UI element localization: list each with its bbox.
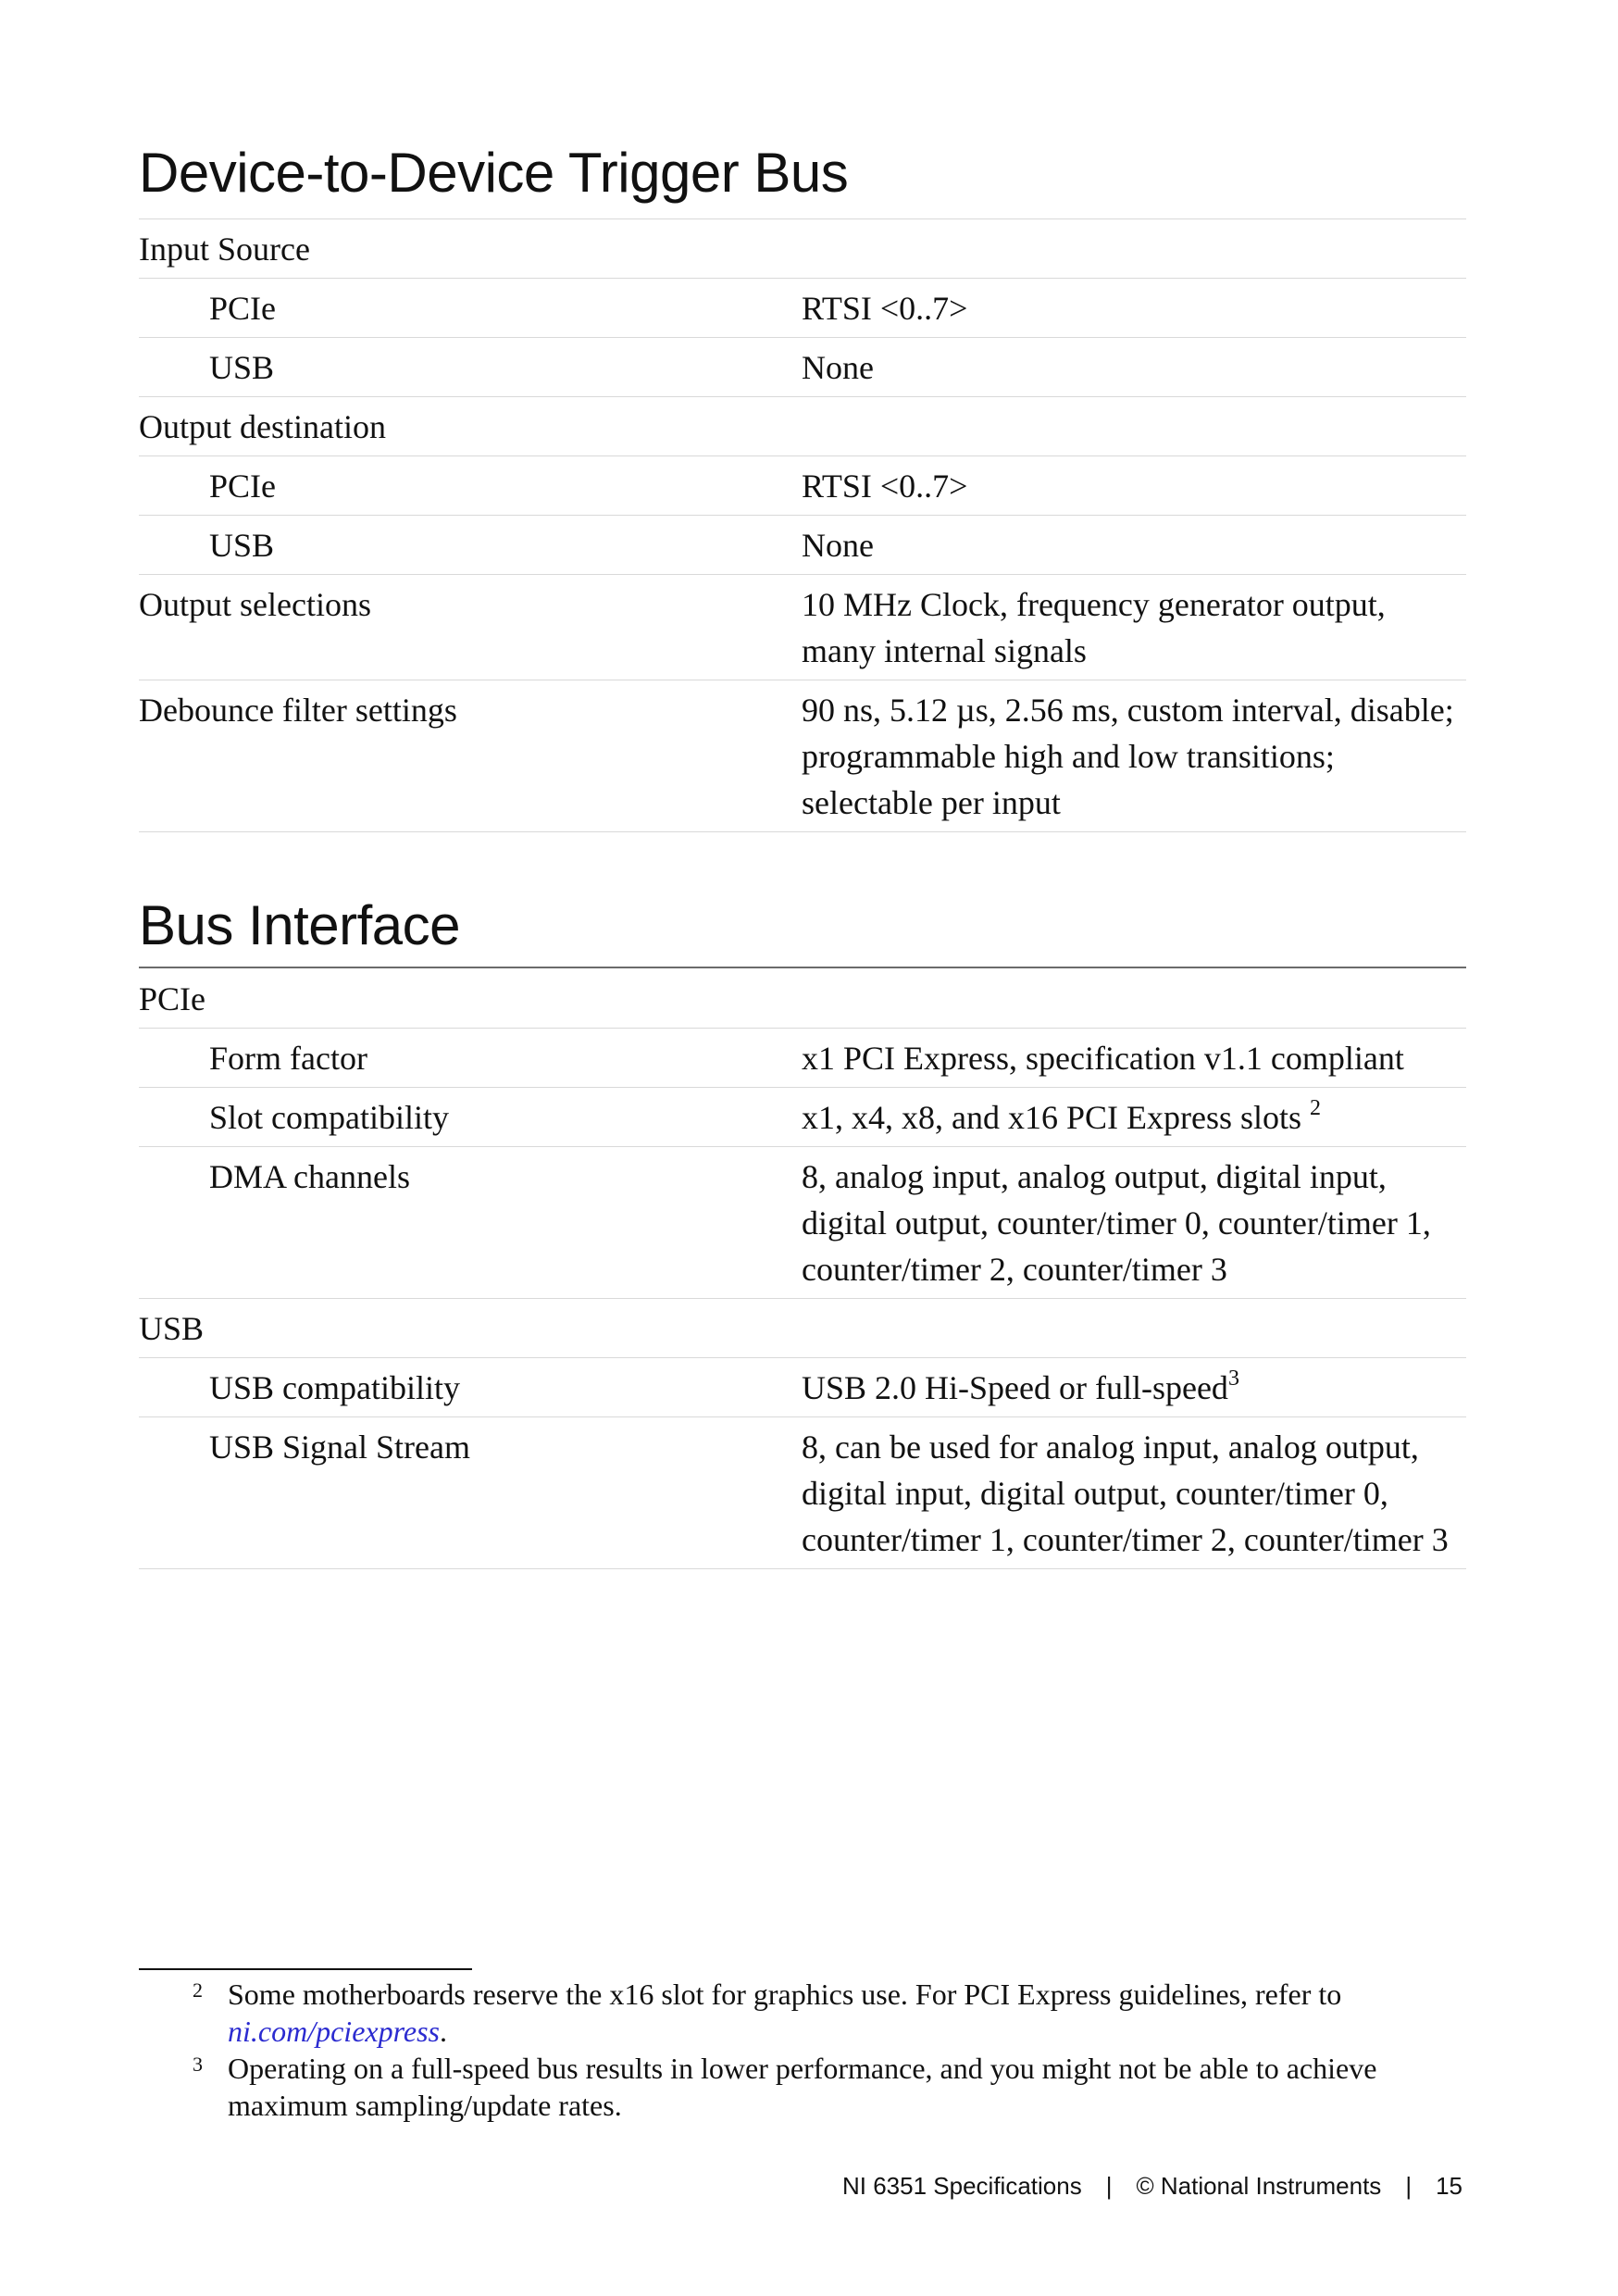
footnote-number: 2	[193, 1978, 203, 2002]
spec-value	[802, 338, 1466, 397]
footnote-text: Operating on a full-speed bus results in lower performance, and you might not be able to achieve maximum sampling/update rates.	[228, 2052, 1377, 2122]
spec-row	[139, 456, 1466, 516]
spec-label: PCIe	[139, 456, 802, 516]
spec-value	[802, 456, 1466, 516]
spec-value	[802, 969, 1466, 1029]
spec-value-text: 8, can be used for analog input, analog output, digital input, digital output, counter/timer 0, counter/timer 1, counter/timer 2, counter/timer 3	[802, 1429, 1449, 1558]
spec-value-text: RTSI <0..7>	[802, 290, 968, 327]
spec-value-text: 8, analog input, analog output, digital input, digital output, counter/timer 0, counter/timer 1, counter/timer 2, counter/timer 3	[802, 1158, 1431, 1288]
spec-value	[802, 219, 1466, 279]
spec-label: Output destination	[139, 397, 802, 456]
spec-label: Input Source	[139, 219, 802, 279]
footer-separator: |	[1105, 2172, 1113, 2200]
spec-value-text: RTSI <0..7>	[802, 468, 968, 505]
spec-value-text: None	[802, 349, 874, 386]
footnote-reference[interactable]: 3	[1227, 1366, 1239, 1391]
page-footer	[842, 2172, 1462, 2201]
footnote-text: Some motherboards reserve the x16 slot for graphics use. For PCI Express guidelines, refer to	[228, 1978, 1342, 2011]
spec-row	[139, 338, 1466, 397]
page-number: 15	[1436, 2172, 1462, 2200]
spec-row	[139, 1088, 1466, 1147]
spec-value-text: 90 ns, 5.12 µs, 2.56 ms, custom interval, disable; programmable high and low transitions; selectable per input	[802, 692, 1454, 821]
spec-row	[139, 219, 1466, 279]
spec-label: DMA channels	[139, 1147, 802, 1299]
section-divider	[139, 967, 1466, 968]
spec-value	[802, 1299, 1466, 1358]
spec-value-text: x1 PCI Express, specification v1.1 compliant	[802, 1040, 1404, 1077]
spec-value	[802, 1147, 1466, 1299]
spec-value	[802, 1358, 1466, 1417]
footer-document-title: NI 6351 Specifications	[842, 2172, 1082, 2200]
spec-value	[802, 1417, 1466, 1569]
section-title-trigger-bus: Device-to-Device Trigger Bus	[139, 142, 849, 204]
spec-table-trigger-bus	[139, 219, 1466, 832]
spec-row	[139, 1147, 1466, 1299]
spec-table-bus-interface	[139, 969, 1466, 1569]
spec-label: Debounce filter settings	[139, 680, 802, 832]
spec-row	[139, 1299, 1466, 1358]
spec-label: Output selections	[139, 575, 802, 680]
spec-value	[802, 680, 1466, 832]
spec-label: Slot compatibility	[139, 1088, 802, 1147]
spec-label: USB Signal Stream	[139, 1417, 802, 1569]
spec-value	[802, 1029, 1466, 1088]
footnote-divider	[139, 1968, 472, 1970]
spec-row	[139, 1029, 1466, 1088]
spec-value-text: 10 MHz Clock, frequency generator output, many internal signals	[802, 586, 1386, 669]
spec-row	[139, 279, 1466, 338]
spec-rows	[139, 969, 1466, 1569]
spec-value	[802, 575, 1466, 680]
footnote-2	[139, 1976, 1466, 2050]
footer-separator: |	[1405, 2172, 1413, 2200]
spec-value	[802, 516, 1466, 575]
spec-row	[139, 575, 1466, 680]
spec-label: Form factor	[139, 1029, 802, 1088]
spec-value-text: x1, x4, x8, and x16 PCI Express slots	[802, 1099, 1310, 1136]
spec-value	[802, 1088, 1466, 1147]
footnote-text-end: .	[439, 2015, 447, 2048]
pciexpress-link[interactable]: ni.com/pciexpress	[228, 2015, 440, 2048]
spec-rows	[139, 219, 1466, 832]
spec-label: USB	[139, 338, 802, 397]
spec-row	[139, 1358, 1466, 1417]
spec-row	[139, 969, 1466, 1029]
section-title-bus-interface: Bus Interface	[139, 894, 461, 956]
footnote-number: 3	[193, 2053, 203, 2076]
footnotes	[139, 1976, 1466, 2124]
spec-row	[139, 397, 1466, 456]
spec-value	[802, 279, 1466, 338]
spec-label: PCIe	[139, 969, 802, 1029]
spec-row	[139, 680, 1466, 832]
spec-label: USB compatibility	[139, 1358, 802, 1417]
spec-value-text: None	[802, 527, 874, 564]
spec-label: PCIe	[139, 279, 802, 338]
footer-copyright: © National Instruments	[1136, 2172, 1382, 2200]
footnote-reference[interactable]: 2	[1310, 1096, 1321, 1120]
spec-label: USB	[139, 516, 802, 575]
footnote-3	[139, 2050, 1466, 2124]
spec-value-text: USB 2.0 Hi-Speed or full-speed	[802, 1369, 1228, 1406]
spec-row	[139, 1417, 1466, 1569]
spec-row	[139, 516, 1466, 575]
spec-value	[802, 397, 1466, 456]
spec-label: USB	[139, 1299, 802, 1358]
